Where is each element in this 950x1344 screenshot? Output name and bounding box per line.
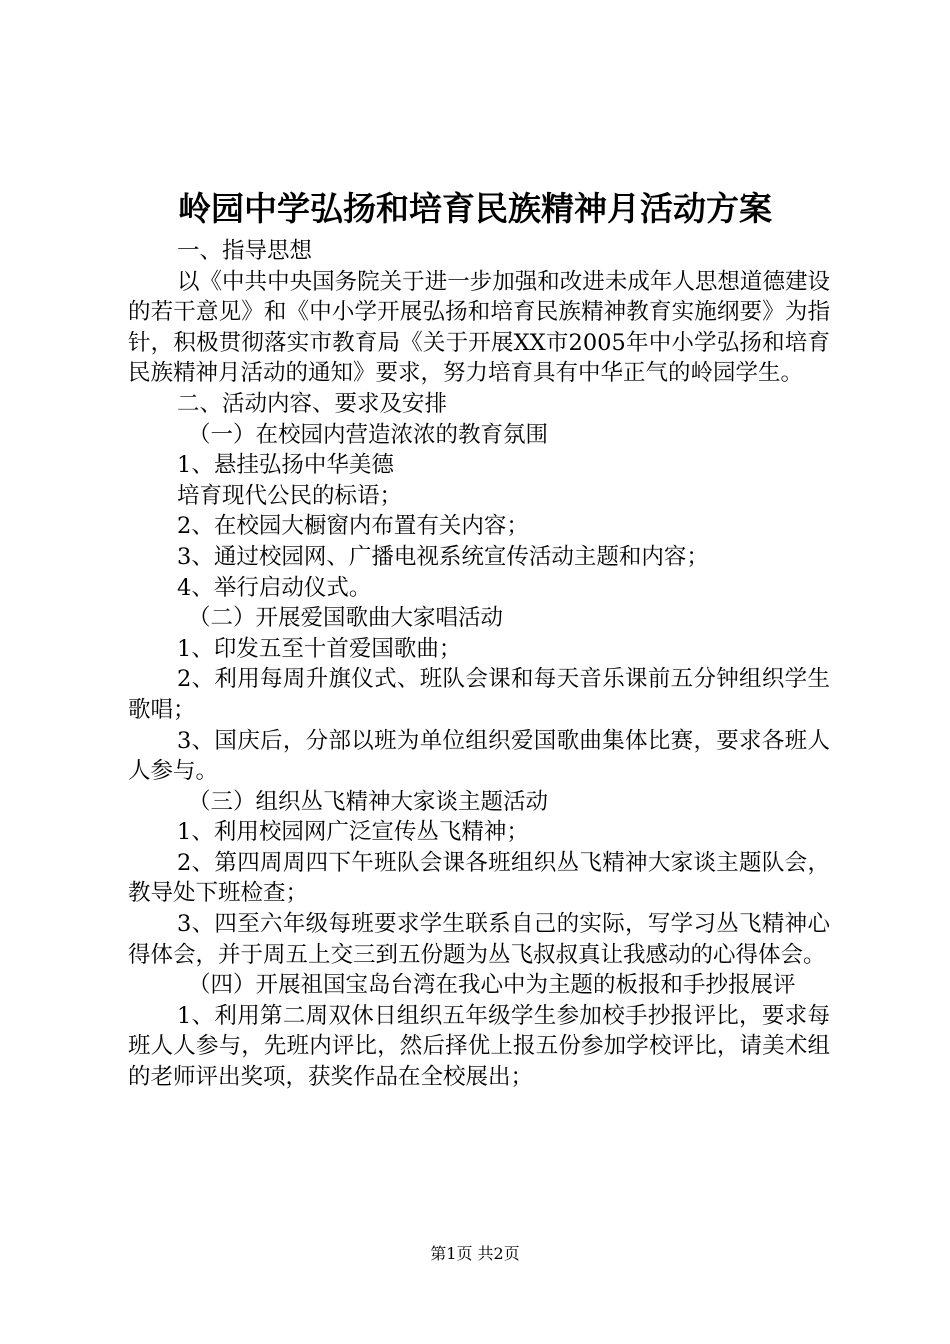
list-item: 4、举行启动仪式。	[177, 574, 372, 601]
subsection-heading: （二）开展爱国歌曲大家唱活动	[188, 605, 504, 632]
list-item: 3、通过校园网、广播电视系统宣传活动主题和内容；	[177, 543, 709, 570]
document-body	[128, 236, 830, 1093]
list-item-continuation: 培育现代公民的标语；	[177, 482, 403, 509]
document-title: 岭园中学弘扬和培育民族精神月活动方案	[178, 189, 772, 228]
page-number-footer: 第1页 共2页	[430, 1244, 520, 1263]
list-item: 2、第四周周四下午班队会课各班组织丛飞精神大家谈主题队会，教导处下班检查；	[128, 849, 830, 907]
paragraph: 以《中共中央国务院关于进一步加强和改进未成年人思想道德建设的若干意见》和《中小学开展弘扬和培育民族精神教育实施纲要》为指针，积极贯彻落实市教育局《关于开展XX市2005年中小学弘扬和培育民族精神月活动的通知》要求，努力培育具有中华正气的岭园学生。	[128, 268, 830, 387]
subsection-heading: （四）开展祖国宝岛台湾在我心中为主题的板报和手抄报展评	[188, 972, 796, 999]
list-item: 3、四至六年级每班要求学生联系自己的实际，写学习丛飞精神心得体会，并于周五上交三到五份题为丛飞叔叔真让我感动的心得体会。	[128, 911, 830, 968]
list-item: 1、利用校园网广泛宣传丛飞精神；	[177, 819, 529, 846]
list-item: 2、利用每周升旗仪式、班队会课和每天音乐课前五分钟组织学生歌唱；	[128, 666, 830, 723]
list-item: 3、国庆后，分部以班为单位组织爱国歌曲集体比赛，要求各班人人参与。	[128, 727, 830, 785]
list-item: 1、利用第二周双休日组织五年级学生参加校手抄报评比，要求每班人人参与，先班内评比，然后择优上报五份参加学校评比，请美术组的老师评出奖项，获奖作品在全校展出；	[128, 1002, 830, 1091]
list-item: 1、悬挂弘扬中华美德	[177, 452, 394, 479]
section-heading: 二、活动内容、要求及安排	[177, 390, 448, 417]
subsection-heading: （三）组织丛飞精神大家谈主题活动	[188, 788, 549, 815]
list-item: 2、在校园大橱窗内布置有关内容；	[177, 513, 529, 540]
section-heading: 一、指导思想	[177, 238, 313, 264]
list-item: 1、印发五至十首爱国歌曲；	[177, 635, 462, 662]
subsection-heading: （一）在校园内营造浓浓的教育氛围	[188, 421, 549, 448]
